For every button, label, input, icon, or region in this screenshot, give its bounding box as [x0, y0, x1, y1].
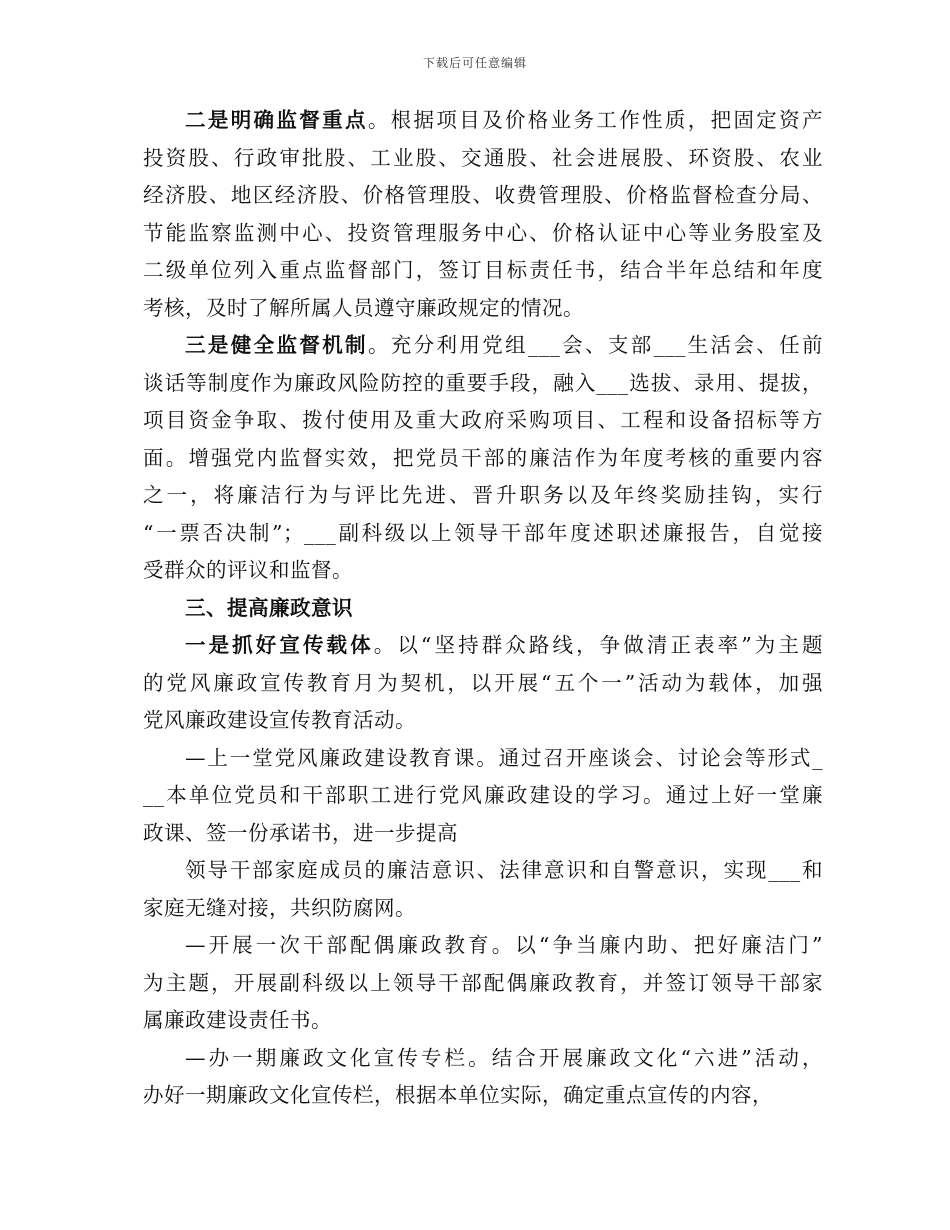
- text-line: [143, 140, 823, 178]
- text-line: [143, 815, 823, 853]
- line-text: —办一期廉政文化宣传专栏。结合开展廉政文化“六进”活动，: [185, 1045, 823, 1070]
- text-line: [143, 102, 823, 140]
- paragraph: [143, 627, 823, 740]
- line-text: 党风廉政建设宣传教育活动。: [143, 708, 416, 732]
- paragraph: [143, 327, 823, 590]
- text-line: [143, 1002, 823, 1040]
- line-text: 政课、签一份承诺书，进一步提高: [143, 820, 458, 845]
- line-text: 二级单位列入重点监督部门，签订目标责任书，结合半年总结和年度: [143, 258, 823, 282]
- paragraph-lead: 二是明确监督重点: [185, 108, 368, 132]
- line-text: 投资股、行政审批股、工业股、交通股、社会进展股、环资股、农业: [143, 145, 823, 170]
- document-body: [143, 102, 823, 1115]
- paragraph: [143, 590, 823, 628]
- line-text: 受群众的评议和监督。: [143, 558, 353, 582]
- paragraph: [143, 740, 823, 853]
- line-text: 。以“坚持群众路线，争做清正表率”为主题: [373, 633, 823, 657]
- line-text: 项目资金争取、拨付使用及重大政府采购项目、工程和设备招标等方: [143, 408, 823, 432]
- line-text: “一票否决制”；___副科级以上领导干部年度述职述廉报告，自觉接: [143, 520, 823, 545]
- line-text: 。根据项目及价格业务工作性质，把固定资产: [367, 108, 824, 132]
- paragraph: [143, 102, 823, 327]
- line-text: 面。增强党内监督实效，把党员干部的廉洁作为年度考核的重要内容: [143, 445, 823, 470]
- line-text: —开展一次干部配偶廉政教育。以“争当廉内助、把好廉洁门”: [185, 933, 823, 957]
- text-line: [143, 327, 823, 365]
- text-line: [143, 402, 823, 440]
- paragraph-lead: 三是健全监督机制: [185, 333, 368, 357]
- page-header: 下载后可任意编辑: [422, 56, 527, 70]
- line-text: 为主题，开展副科级以上领导干部配偶廉政教育，并签订领导干部家: [143, 970, 823, 995]
- text-line: [143, 552, 823, 590]
- line-text: 节能监察监测中心、投资管理服务中心、价格认证中心等业务股室及: [143, 220, 823, 245]
- line-text: 的党风廉政宣传教育月为契机，以开展“五个一”活动为载体，加强: [143, 670, 823, 695]
- paragraph: [143, 927, 823, 1040]
- text-line: [143, 365, 823, 403]
- text-line: [143, 477, 823, 515]
- text-line: [143, 927, 823, 965]
- text-line: [143, 777, 823, 815]
- text-line: [143, 890, 823, 928]
- text-line: [143, 740, 823, 778]
- text-line: [143, 1077, 823, 1115]
- text-line: [143, 290, 823, 328]
- paragraph-lead: 三、提高廉政意识: [185, 595, 353, 620]
- line-text: 家庭无缝对接，共织防腐网。: [143, 895, 416, 920]
- text-line: [143, 1040, 823, 1078]
- text-line: [143, 852, 823, 890]
- text-line: [143, 702, 823, 740]
- line-text: 。充分利用党组___会、支部___生活会、任前: [367, 333, 824, 357]
- line-text: 之一，将廉洁行为与评比先进、晋升职务以及年终奖励挂钩，实行: [143, 483, 823, 507]
- text-line: [143, 515, 823, 553]
- line-text: 经济股、地区经济股、价格管理股、收费管理股、价格监督检查分局、: [143, 183, 823, 207]
- text-line: [143, 665, 823, 703]
- paragraph: [143, 852, 823, 927]
- line-text: 领导干部家庭成员的廉洁意识、法律意识和自警意识，实现___和: [185, 858, 823, 882]
- text-line: [143, 627, 823, 665]
- text-line: [143, 590, 823, 628]
- line-text: __本单位党员和干部职工进行党风廉政建设的学习。通过上好一堂廉: [143, 783, 823, 807]
- text-line: [143, 965, 823, 1003]
- line-text: 属廉政建设责任书。: [143, 1008, 332, 1032]
- paragraph-lead: 一是抓好宣传载体: [185, 633, 374, 657]
- text-line: [143, 177, 823, 215]
- text-line: [143, 252, 823, 290]
- line-text: —上一堂党风廉政建设教育课。通过召开座谈会、讨论会等形式_: [185, 745, 823, 770]
- paragraph: [143, 1040, 823, 1115]
- text-line: [143, 440, 823, 478]
- text-line: [143, 215, 823, 253]
- line-text: 办好一期廉政文化宣传栏，根据本单位实际，确定重点宣传的内容，: [143, 1083, 773, 1107]
- line-text: 考核，及时了解所属人员遵守廉政规定的情况。: [143, 295, 584, 320]
- line-text: 谈话等制度作为廉政风险防控的重要手段，融入___选拔、录用、提拔，: [143, 370, 823, 395]
